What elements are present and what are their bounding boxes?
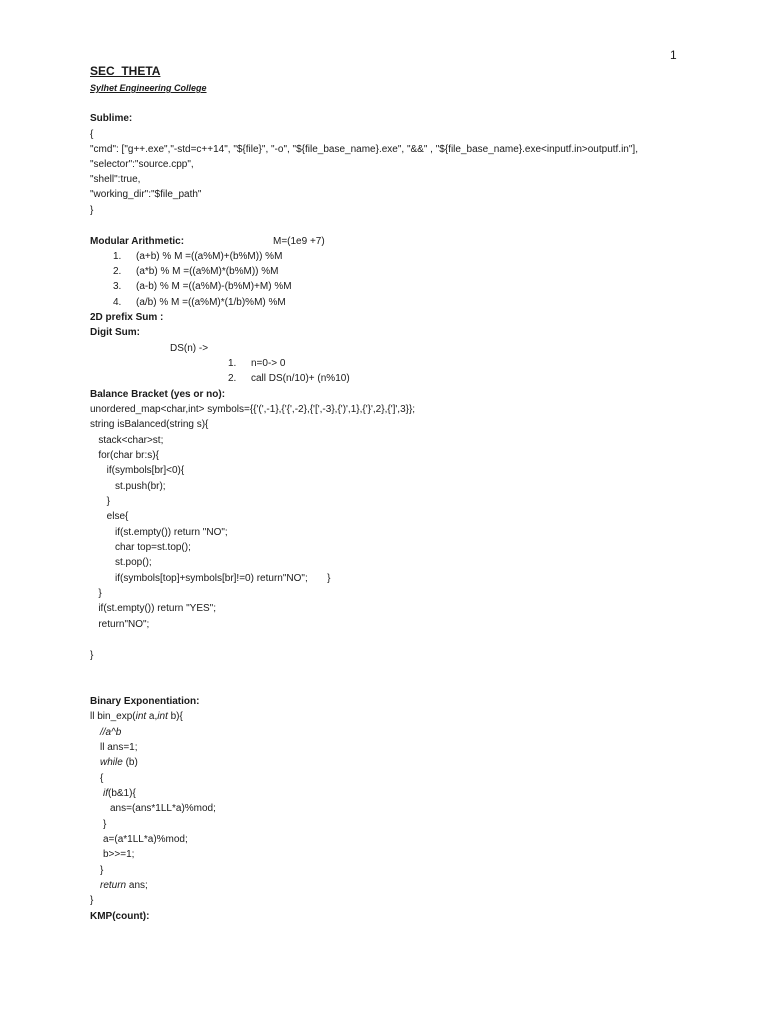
sublime-line: "selector":"source.cpp",: [90, 159, 194, 170]
code-line: }: [90, 496, 111, 507]
code-line: }: [90, 895, 94, 906]
code-line: }: [100, 865, 104, 876]
list-item: (a*b) % M =((a%M)*(b%M)) %M: [136, 266, 279, 277]
code-line: }: [103, 819, 107, 830]
code-line: for(char br:s){: [90, 450, 159, 461]
ds-label: DS(n) ->: [170, 343, 209, 354]
sublime-line: {: [90, 129, 94, 140]
code-line: st.pop();: [90, 557, 152, 568]
code-line: }: [90, 650, 94, 661]
list-number: 2.: [228, 373, 237, 384]
mod-value: M=(1e9 +7): [273, 236, 325, 247]
page-number: 1: [670, 48, 677, 62]
college-name: Sylhet Engineering College: [90, 83, 207, 93]
document-title: SEC THETA: [90, 64, 161, 78]
code-line: if(st.empty()) return "NO";: [90, 527, 228, 538]
kmp-heading: KMP(count):: [90, 911, 150, 922]
list-number: 4.: [113, 297, 122, 308]
code-line: a=(a*1LL*a)%mod;: [103, 834, 188, 845]
code-line: {: [100, 773, 104, 784]
code-line: unordered_map<char,int> symbols={{'(',-1},{'{',-2},{'[',-3},{')',1},{'}',2},{']',3}};: [90, 404, 416, 415]
list-item: (a/b) % M =((a%M)*(1/b)%M) %M: [136, 297, 286, 308]
sublime-line: "shell":true,: [90, 174, 141, 185]
code-line: stack<char>st;: [90, 435, 164, 446]
code-line: if(st.empty()) return "YES";: [90, 603, 217, 614]
binexp-heading: Binary Exponentiation:: [90, 696, 200, 707]
list-number: 1.: [113, 251, 122, 262]
code-line: while (b): [100, 757, 138, 768]
code-line: st.push(br);: [90, 481, 166, 492]
list-item: call DS(n/10)+ (n%10): [251, 373, 350, 384]
code-line: ll bin_exp(int a,int b){: [90, 711, 183, 722]
digit-sum-heading: Digit Sum:: [90, 327, 140, 338]
code-line: ans=(ans*1LL*a)%mod;: [110, 803, 216, 814]
code-line: char top=st.top();: [90, 542, 191, 553]
code-line: b>>=1;: [103, 849, 135, 860]
prefix-sum-heading: 2D prefix Sum :: [90, 312, 164, 323]
list-item: (a-b) % M =((a%M)-(b%M)+M) %M: [136, 281, 292, 292]
code-line: return ans;: [100, 880, 148, 891]
sublime-line: "working_dir":"$file_path": [90, 189, 202, 200]
list-number: 3.: [113, 281, 122, 292]
balance-heading: Balance Bracket (yes or no):: [90, 389, 226, 400]
list-number: 2.: [113, 266, 122, 277]
list-item: n=0-> 0: [251, 358, 286, 369]
list-item: (a+b) % M =((a%M)+(b%M)) %M: [136, 251, 283, 262]
code-line: if(symbols[br]<0){: [90, 465, 185, 476]
code-line: }: [90, 588, 102, 599]
code-comment: //a^b: [100, 727, 122, 738]
sublime-line: "cmd": ["g++.exe","-std=c++14", "${file}", "-o", "${file_base_name}.exe", "&&" , "${file_base_name}.exe<inputf.in>outputf.in"],: [90, 144, 638, 155]
sublime-line: }: [90, 205, 94, 216]
list-number: 1.: [228, 358, 237, 369]
modular-heading: Modular Arithmetic:: [90, 236, 185, 247]
code-line: string isBalanced(string s){: [90, 419, 209, 430]
code-line: if(symbols[top]+symbols[br]!=0) return"NO"; }: [90, 573, 331, 584]
code-line: if(b&1){: [103, 788, 136, 799]
code-line: else{: [90, 511, 129, 522]
code-line: return"NO";: [90, 619, 150, 630]
code-line: ll ans=1;: [100, 742, 138, 753]
sublime-heading: Sublime:: [90, 113, 133, 124]
